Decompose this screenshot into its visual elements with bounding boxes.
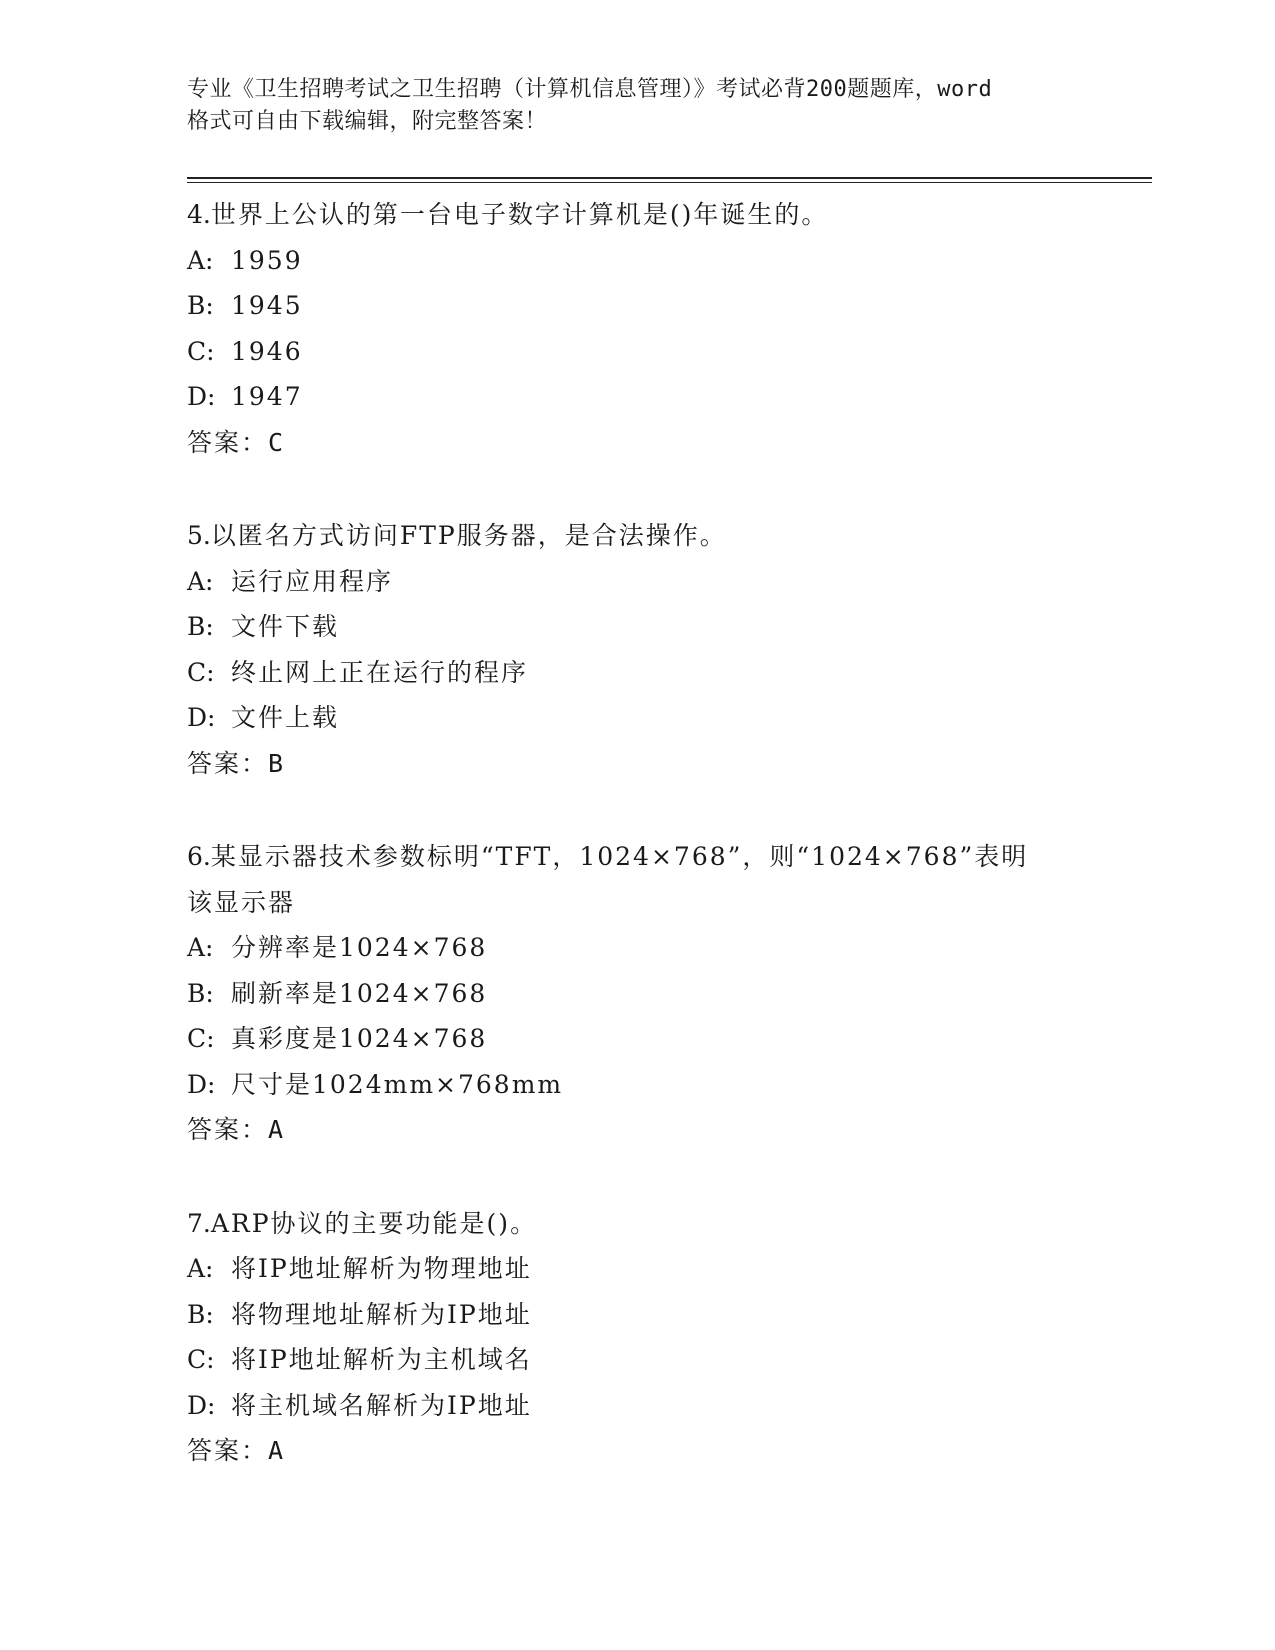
answer-option — [187, 925, 1087, 971]
question-item — [187, 513, 1087, 786]
question-item — [187, 192, 1087, 465]
option-text: 将主机域名解析为IP地址 — [231, 1390, 532, 1420]
answer-value: C — [268, 427, 284, 457]
option-text: 文件上载 — [231, 703, 340, 732]
question-stem-text: 某显示器技术参数标明“TFT，1024×768”，则“1024×768”表明 — [210, 842, 1029, 871]
header-line-2: 格式可自由下载编辑，附完整答案！ — [187, 109, 548, 134]
option-text: 将物理地址解析为IP地址 — [231, 1299, 532, 1329]
header-divider-thin — [187, 182, 1152, 183]
option-key: D: — [187, 382, 216, 411]
answer-option — [187, 1383, 1087, 1429]
question-number: 4. — [187, 200, 211, 229]
option-key: D: — [187, 1069, 216, 1099]
answer-option — [187, 971, 1087, 1017]
option-text: 运行应用程序 — [231, 566, 394, 596]
question-item — [187, 834, 1087, 1153]
option-key: C: — [187, 1024, 215, 1053]
question-list — [187, 192, 1087, 1522]
answer-option — [187, 238, 1087, 284]
option-key: A: — [187, 1254, 214, 1283]
answer-option — [187, 1292, 1087, 1338]
option-text: 将IP地址解析为物理地址 — [231, 1254, 532, 1283]
answer-value: B — [268, 748, 284, 778]
option-key: B: — [187, 612, 214, 641]
option-key: B: — [187, 291, 214, 320]
answer-line — [187, 420, 1087, 466]
option-key: A: — [187, 566, 214, 596]
answer-option — [187, 650, 1087, 696]
option-key: A: — [187, 245, 214, 275]
header-line-1: 专业《卫生招聘考试之卫生招聘（计算机信息管理）》考试必背200题题库，word — [187, 77, 993, 102]
answer-option — [187, 1062, 1087, 1108]
answer-option — [187, 559, 1087, 605]
answer-line — [187, 1107, 1087, 1153]
option-text: 尺寸是1024mm×768mm — [231, 1069, 564, 1099]
option-text: 终止网上正在运行的程序 — [231, 657, 529, 687]
answer-label: 答案： — [187, 1436, 269, 1465]
option-key: C: — [187, 1345, 215, 1374]
question-stem — [187, 1201, 1087, 1247]
answer-label: 答案： — [187, 1115, 269, 1144]
option-key: A: — [187, 933, 214, 962]
option-text: 刷新率是1024×768 — [231, 978, 488, 1008]
option-text: 分辨率是1024×768 — [231, 933, 488, 962]
option-key: B: — [187, 978, 214, 1008]
option-key: C: — [187, 657, 215, 687]
question-item — [187, 1201, 1087, 1474]
question-stem — [187, 192, 1087, 238]
question-stem-text: 以匿名方式访问FTP服务器，是合法操作。 — [210, 521, 727, 550]
header-divider — [187, 177, 1152, 179]
question-stem — [187, 880, 1087, 926]
question-stem-text: 世界上公认的第一台电子数字计算机是()年诞生的。 — [210, 200, 829, 229]
option-text: 将IP地址解析为主机域名 — [231, 1345, 532, 1374]
question-number: 7. — [187, 1208, 211, 1238]
question-stem-text: ARP协议的主要功能是()。 — [210, 1208, 538, 1238]
answer-option — [187, 1246, 1087, 1292]
question-stem — [187, 513, 1087, 559]
answer-value: A — [268, 1115, 284, 1144]
answer-option — [187, 374, 1087, 420]
answer-option — [187, 1337, 1087, 1383]
option-text: 文件下载 — [231, 612, 340, 641]
option-key: D: — [187, 1390, 216, 1420]
answer-label: 答案： — [187, 748, 269, 778]
answer-line — [187, 1428, 1087, 1474]
option-text: 1959 — [231, 245, 303, 275]
answer-label: 答案： — [187, 427, 269, 457]
option-text: 1945 — [231, 291, 303, 320]
question-number: 6. — [187, 842, 211, 871]
question-stem — [187, 834, 1087, 880]
answer-option — [187, 329, 1087, 375]
option-key: C: — [187, 336, 215, 366]
answer-line — [187, 741, 1087, 787]
answer-option — [187, 695, 1087, 741]
answer-option — [187, 604, 1087, 650]
answer-option — [187, 1016, 1087, 1062]
option-text: 1946 — [231, 336, 303, 366]
question-stem-text: 该显示器 — [187, 887, 296, 917]
answer-option — [187, 283, 1087, 329]
option-key: B: — [187, 1299, 214, 1329]
answer-value: A — [268, 1436, 284, 1465]
option-text: 真彩度是1024×768 — [231, 1024, 488, 1053]
document-header — [187, 74, 1087, 138]
question-number: 5. — [187, 521, 211, 550]
option-key: D: — [187, 703, 216, 732]
option-text: 1947 — [231, 382, 303, 411]
